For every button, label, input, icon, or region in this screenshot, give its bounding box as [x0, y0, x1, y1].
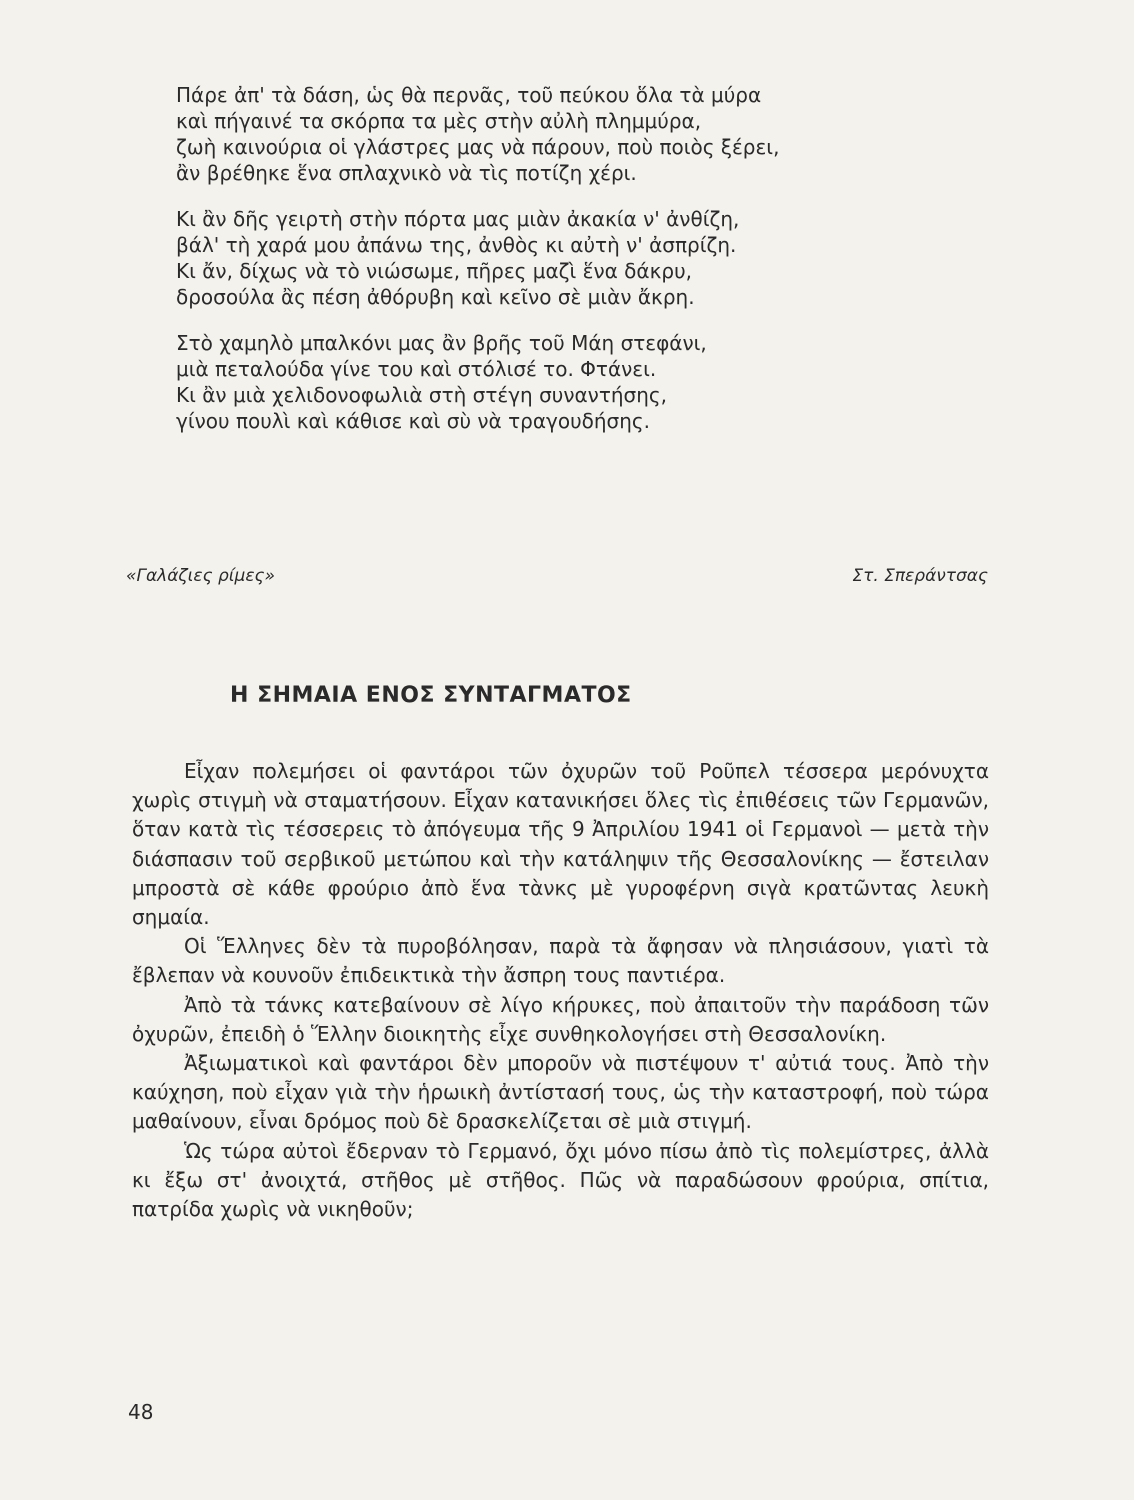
poem-line: Κι ἂν μιὰ χελιδονοφωλιὰ στὴ στέγη συναντήσης,	[176, 383, 668, 407]
poem-line: καὶ πήγαινέ τα σκόρπα τα μὲς στὴν αὐλὴ πλημμύρα,	[176, 109, 702, 133]
poem-line: ζωὴ καινούρια οἱ γλάστρες μας νὰ πάρουν, ποὺ ποιὸς ξέρει,	[176, 135, 780, 159]
poem-stanza	[176, 206, 996, 310]
poem-line: Κι ἄν, δίχως νὰ τὸ νιώσωμε, πῆρες μαζὶ ἕνα δάκρυ,	[176, 259, 693, 283]
poem-line: ἂν βρέθηκε ἕνα σπλαχνικὸ νὰ τὶς ποτίζη χέρι.	[176, 161, 637, 185]
poem-line: Στὸ χαμηλὸ μπαλκόνι μας ἂν βρῆς τοῦ Μάη στεφάνι,	[176, 331, 707, 355]
article-heading: Η ΣΗΜΑΙΑ ΕΝΟΣ ΣΥΝΤΑΓΜΑΤΟΣ	[230, 683, 632, 708]
poem-author: Στ. Σπεράντσας	[852, 566, 988, 586]
poem	[176, 82, 996, 454]
poem-stanza	[176, 82, 996, 186]
article-paragraph: Εἶχαν πολεμήσει οἱ φαντάροι τῶν ὀχυρῶν τοῦ Ροῦπελ τέσσερα μερόνυχτα χωρὶς στιγμὴ νὰ σταματήσουν. Εἶχαν κατανικήσει ὅλες τὶς ἐπιθέσεις τῶν Γερμανῶν, ὅταν κατὰ τὶς τέσσερεις τὸ ἀπόγευμα τῆς 9 Ἀπριλίου 1941 οἱ Γερμανοὶ — μετὰ τὴν διάσπασιν τοῦ σερβικοῦ μετώπου καὶ τὴν κατάληψιν τῆς Θεσσαλονίκης — ἔστειλαν μπροστὰ σὲ κάθε φρούριο ἀπὸ ἕνα τὰνκς μὲ γυροφέρνη σιγὰ κρατῶντας λευκὴ σημαία.	[132, 759, 989, 930]
article-paragraph: Ἀξιωματικοὶ καὶ φαντάροι δὲν μποροῦν νὰ πιστέψουν τ' αὐτιά τους. Ἀπὸ τὴν καύχηση, ποὺ εἶχαν γιὰ τὴν ἡρωικὴ ἀντίστασή τους, ὡς τὴν καταστροφή, ποὺ τώρα μαθαίνουν, εἶναι δρόμος ποὺ δὲ δρασκελίζεται σὲ μιὰ στιγμή.	[132, 1051, 989, 1134]
poem-line: Πάρε ἀπ' τὰ δάση, ὡς θὰ περνᾶς, τοῦ πεύκου ὅλα τὰ μύρα	[176, 83, 762, 107]
article-paragraph: Ὡς τώρα αὐτοὶ ἔδερναν τὸ Γερμανό, ὄχι μόνο πίσω ἀπὸ τὶς πολεμίστρες, ἀλλὰ κι ἔξω στ' ἀνοιχτά, στῆθος μὲ στῆθος. Πῶς νὰ παραδώσουν φρούρια, σπίτια, πατρίδα χωρὶς νὰ νικηθοῦν;	[132, 1138, 989, 1222]
poem-source: «Γαλάζιες ρίμες»	[126, 566, 276, 586]
article-body	[132, 757, 989, 1224]
page-number: 48	[128, 1400, 154, 1424]
article-paragraph: Οἱ Ἕλληνες δὲν τὰ πυροβόλησαν, παρὰ τὰ ἄφησαν νὰ πλησιάσουν, γιατὶ τὰ ἔβλεπαν νὰ κουνοῦν ἐπιδεικτικὰ τὴν ἄσπρη τους παντιέρα.	[132, 934, 989, 988]
poem-line: βάλ' τὴ χαρά μου ἀπάνω της, ἀνθὸς κι αὐτὴ ν' ἀσπρίζη.	[176, 233, 737, 257]
poem-stanza	[176, 330, 996, 434]
poem-line: γίνου πουλὶ καὶ κάθισε καὶ σὺ νὰ τραγουδήσης.	[176, 409, 651, 433]
poem-line: Κι ἂν δῆς γειρτὴ στὴν πόρτα μας μιὰν ἀκακία ν' ἀνθίζη,	[176, 207, 740, 231]
article-paragraph: Ἀπὸ τὰ τάνκς κατεβαίνουν σὲ λίγο κήρυκες, ποὺ ἀπαιτοῦν τὴν παράδοση τῶν ὀχυρῶν, ἐπειδὴ ὁ Ἕλλην διοικητὴς εἶχε συνθηκολογήσει στὴ Θεσσαλονίκη.	[132, 992, 989, 1046]
poem-line: μιὰ πεταλούδα γίνε του καὶ στόλισέ το. Φτάνει.	[176, 357, 657, 381]
poem-line: δροσούλα ἂς πέση ἀθόρυβη καὶ κεῖνο σὲ μιὰν ἄκρη.	[176, 285, 695, 309]
